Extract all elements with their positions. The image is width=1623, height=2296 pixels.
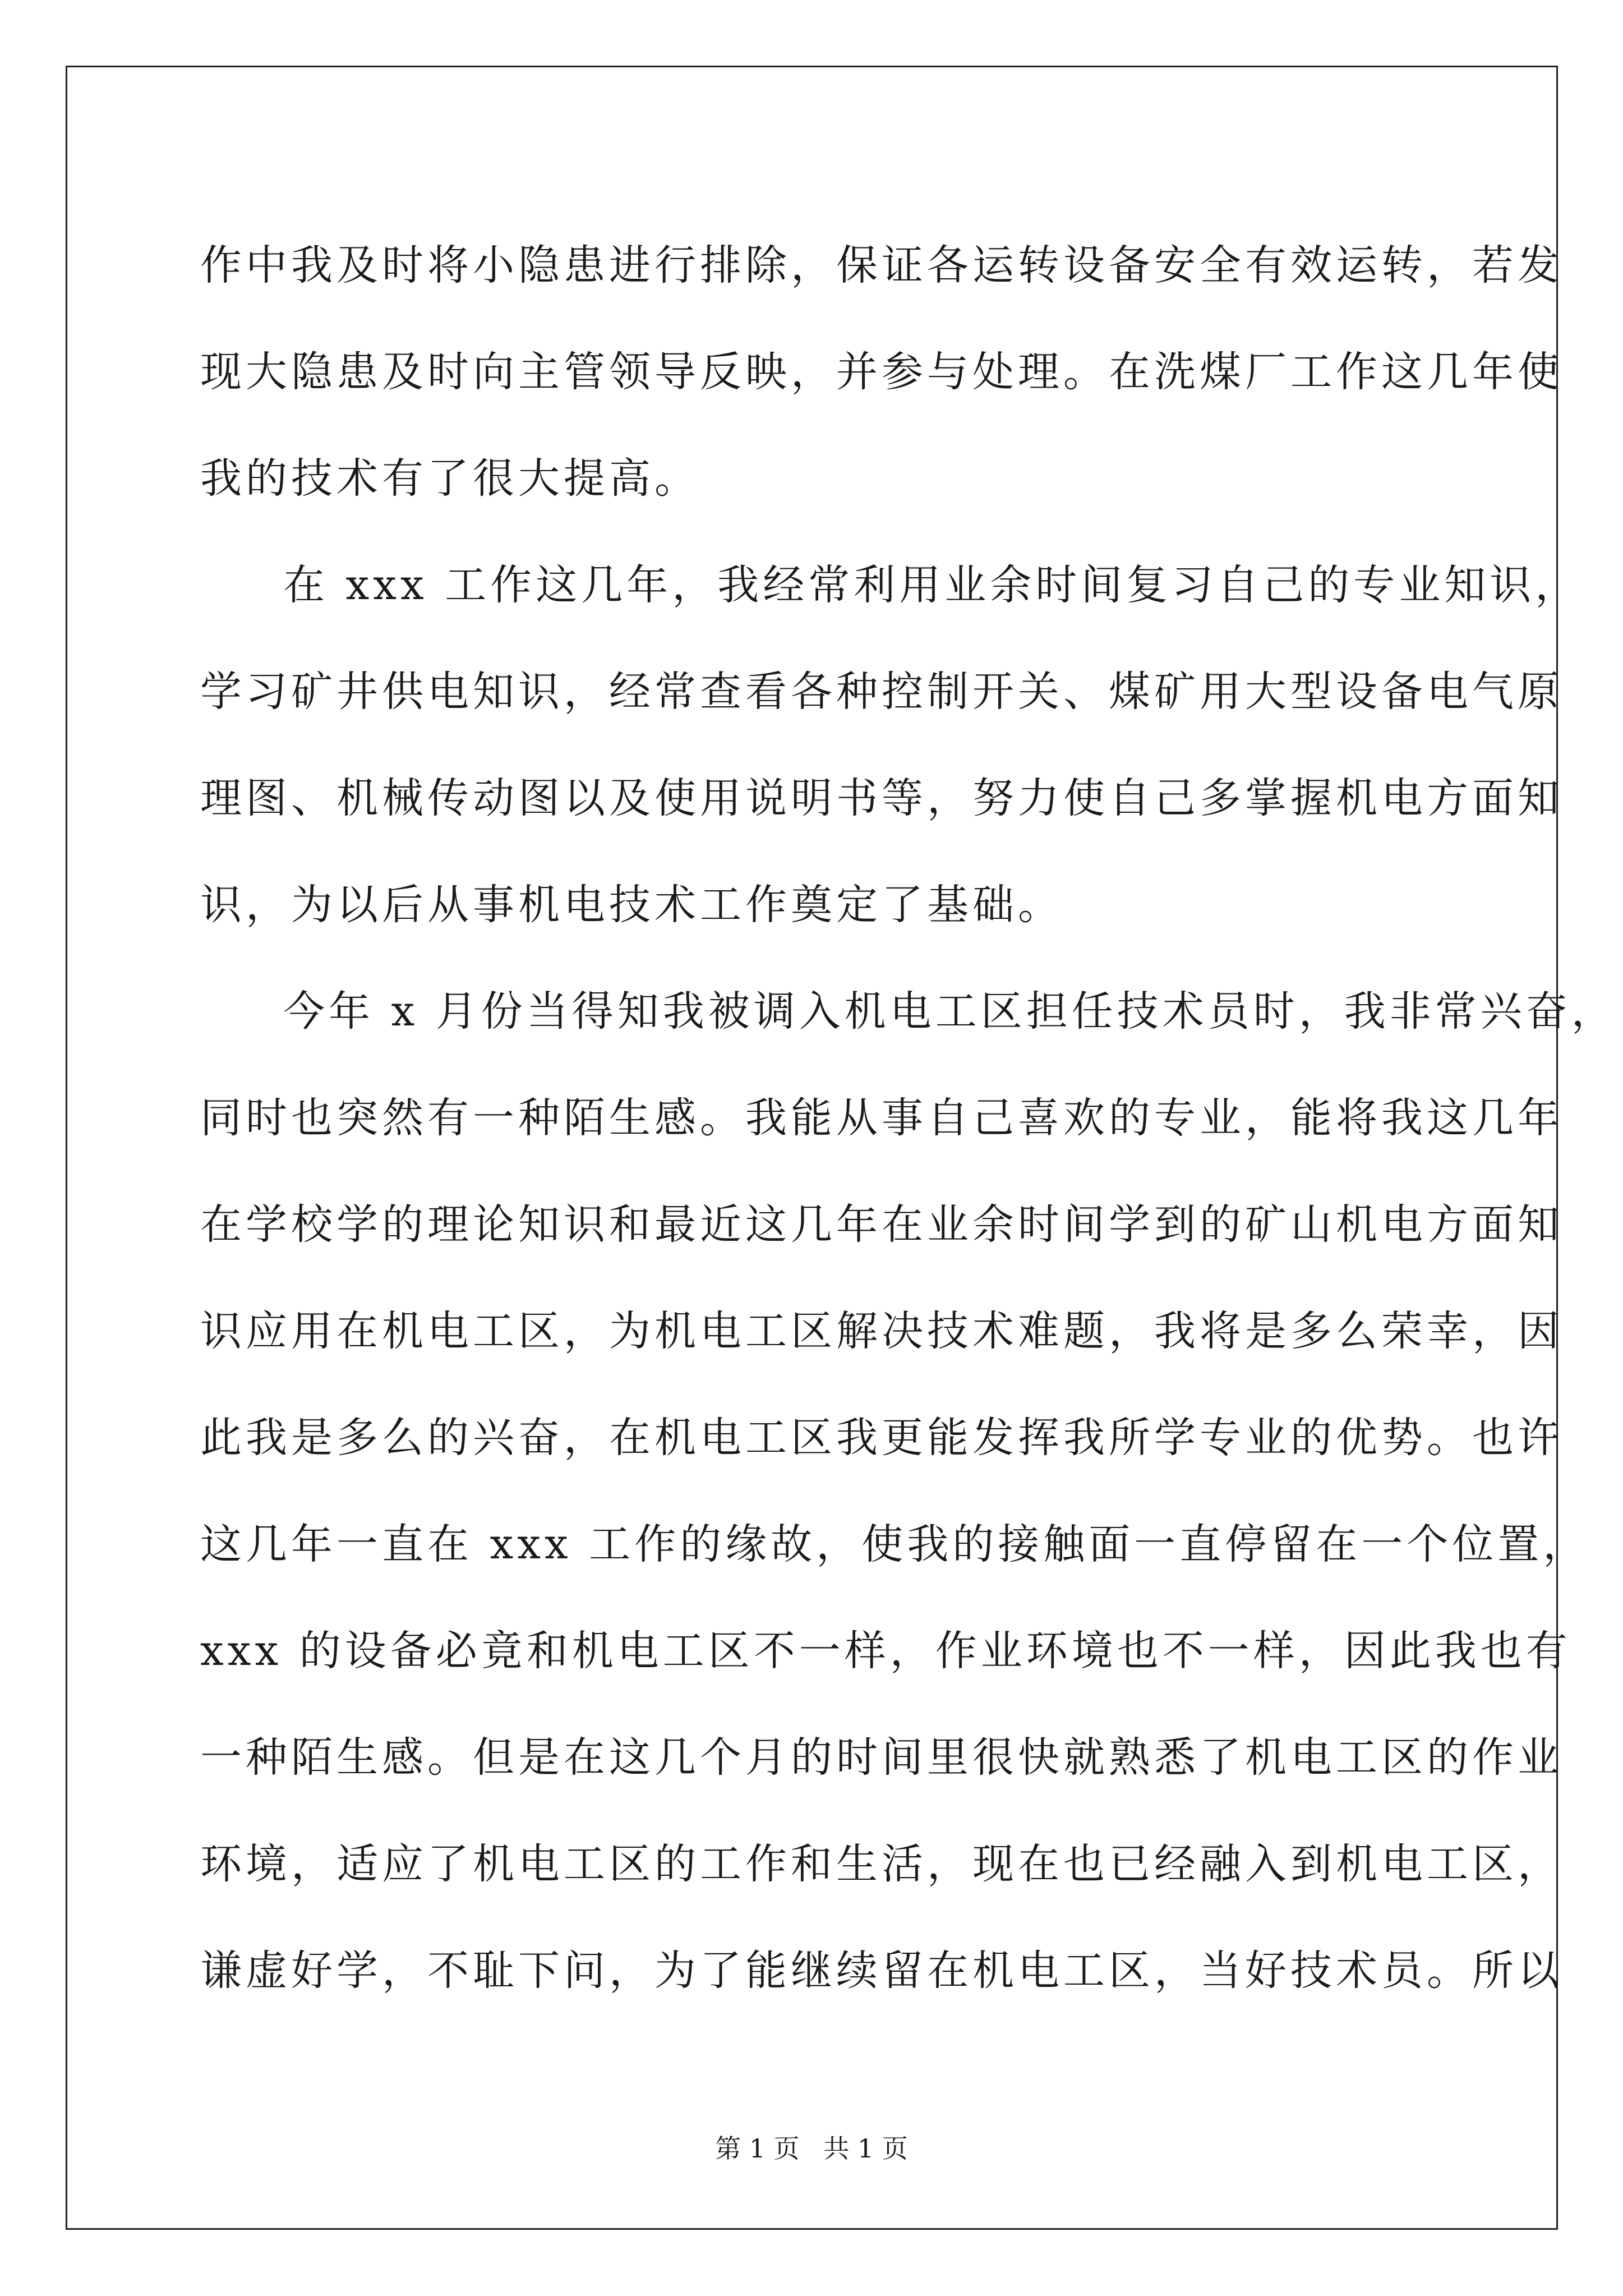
- page-footer: [0, 2132, 1623, 2165]
- text-line: 谦虚好学，不耻下问，为了能继续留在机电工区，当好技术员。所以: [200, 1947, 1563, 1995]
- paragraph-start-line: 今年 x 月份当得知我被调入机电工区担任技术员时，我非常兴奋，: [283, 987, 1617, 1036]
- text-line: 作中我及时将小隐患进行排除，保证各运转设备安全有效运转，若发: [200, 241, 1563, 289]
- text-line: 理图、机械传动图以及使用说明书等，努力使自己多掌握机电方面知: [200, 774, 1563, 822]
- text-line: 在学校学的理论知识和最近这几年在业余时间学到的矿山机电方面知: [200, 1200, 1563, 1249]
- document-body: [200, 212, 1617, 2024]
- text-line: 现大隐患及时向主管领导反映，并参与处理。在洗煤厂工作这几年使: [200, 348, 1563, 396]
- text-line: 环境，适应了机电工区的工作和生活，现在也已经融入到机电工区，: [200, 1840, 1563, 1888]
- text-line: 一种陌生感。但是在这几个月的时间里很快就熟悉了机电工区的作业: [200, 1733, 1563, 1782]
- text-line: 这几年一直在 xxx 工作的缘故，使我的接触面一直停留在一个位置，: [200, 1520, 1589, 1568]
- text-line: xxx 的设备必竟和机电工区不一样，作业环境也不一样，因此我也有: [200, 1627, 1571, 1675]
- text-line: 识应用在机电工区，为机电工区解决技术难题，我将是多么荣幸，因: [200, 1307, 1563, 1355]
- paragraph-start-line: 在 xxx 工作这几年，我经常利用业余时间复习自己的专业知识，: [283, 561, 1581, 609]
- text-line: 此我是多么的兴奋，在机电工区我更能发挥我所学专业的优势。也许: [200, 1414, 1563, 1462]
- page-number: 第 1 页: [715, 2133, 800, 2164]
- text-line: 学习矿井供电知识，经常查看各种控制开关、煤矿用大型设备电气原: [200, 668, 1563, 716]
- text-line: 识，为以后从事机电技术工作奠定了基础。: [200, 881, 1063, 929]
- page-total: 共 1 页: [823, 2133, 908, 2164]
- text-line: 我的技术有了很大提高。: [200, 454, 700, 503]
- text-line: 同时也突然有一种陌生感。我能从事自己喜欢的专业，能将我这几年: [200, 1094, 1563, 1142]
